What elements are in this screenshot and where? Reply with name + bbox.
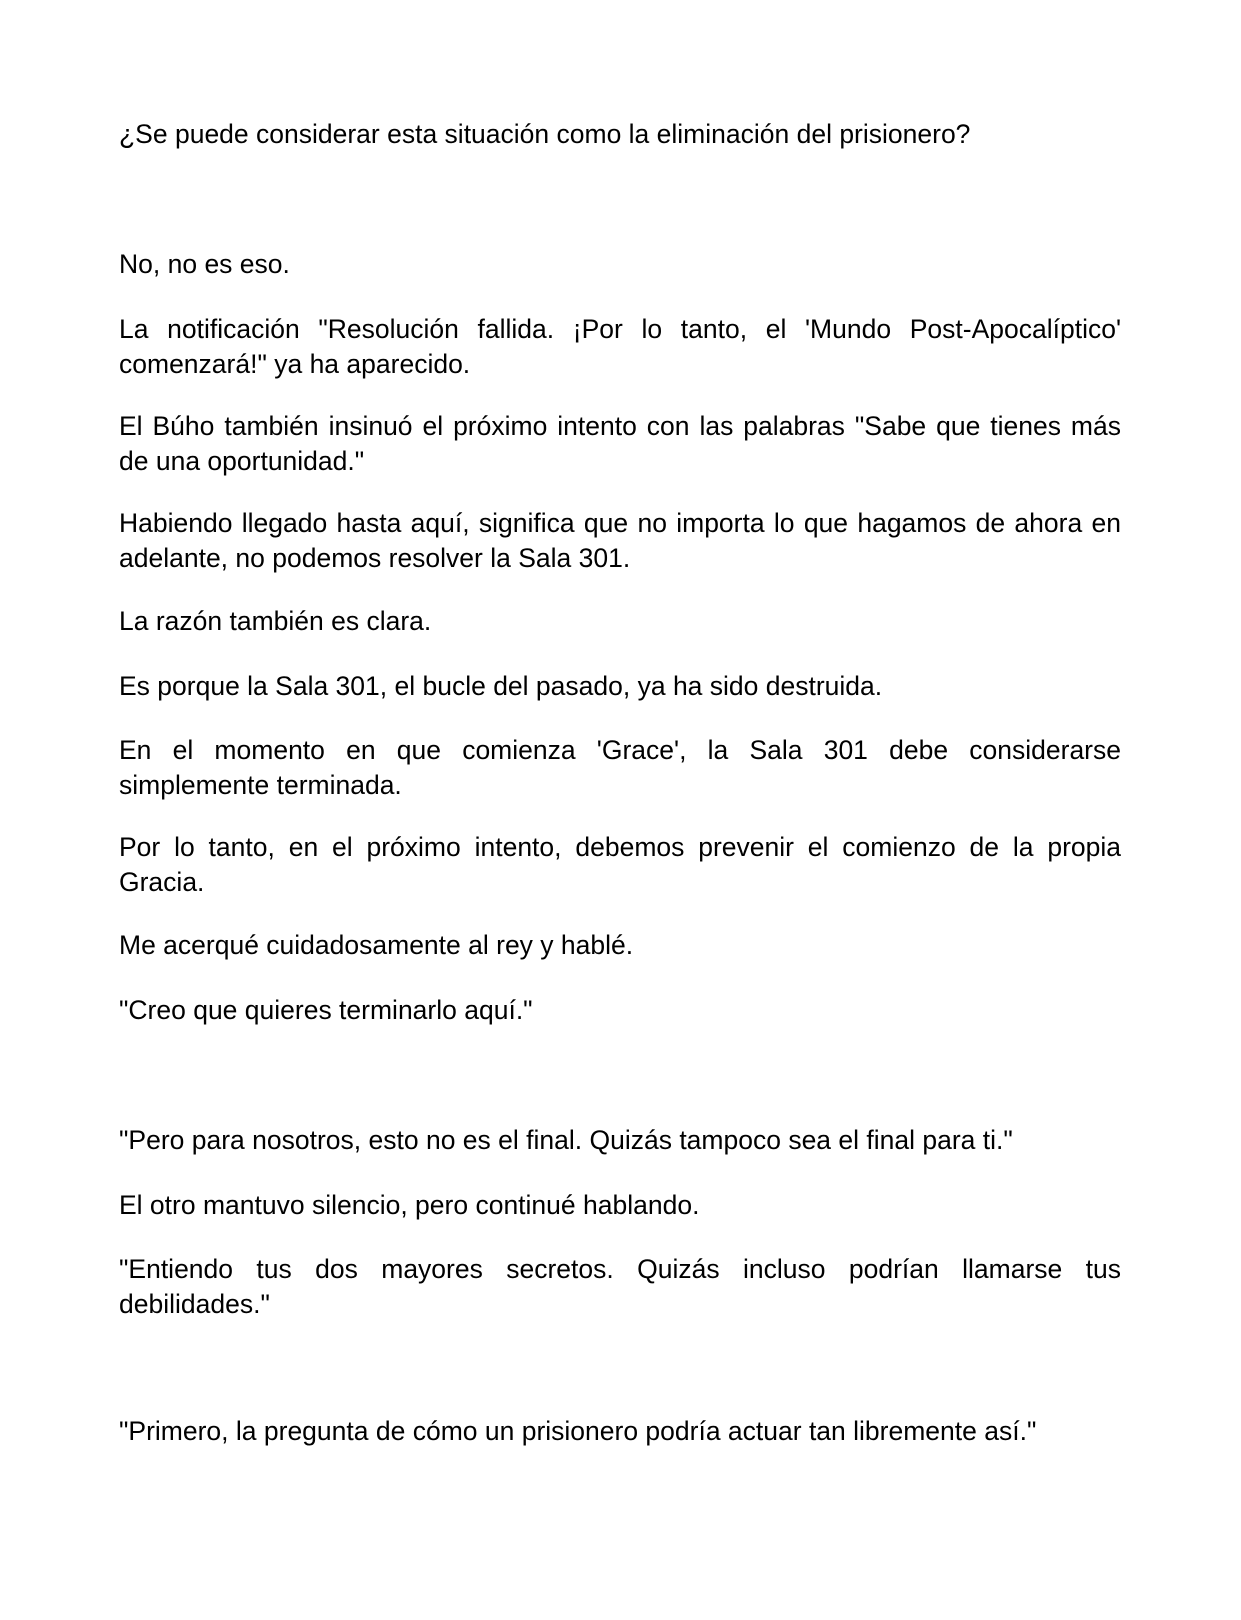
paragraph-3: La notificación "Resolución fallida. ¡Por lo tanto, el 'Mundo Post-Apocalíptico' comenzará!" ya ha aparecido. xyxy=(119,314,1121,379)
paragraph-12: "Pero para nosotros, esto no es el final. Quizás tampoco sea el final para ti." xyxy=(119,1125,1013,1155)
paragraph-1: ¿Se puede considerar esta situación como la eliminación del prisionero? xyxy=(119,119,971,149)
paragraph-10: Me acerqué cuidadosamente al rey y hablé. xyxy=(119,930,634,960)
paragraph-11: "Creo que quieres terminarlo aquí." xyxy=(119,995,533,1025)
paragraph-5: Habiendo llegado hasta aquí, significa que no importa lo que hagamos de ahora en adelante, no podemos resolver la Sala 301. xyxy=(119,508,1121,573)
paragraph-4: El Búho también insinuó el próximo intento con las palabras "Sabe que tienes más de una oportunidad." xyxy=(119,411,1121,476)
paragraph-8: En el momento en que comienza 'Grace', la Sala 301 debe considerarse simplemente terminada. xyxy=(119,735,1121,800)
paragraph-9: Por lo tanto, en el próximo intento, debemos prevenir el comienzo de la propia Gracia. xyxy=(119,832,1121,897)
paragraph-15: "Primero, la pregunta de cómo un prisionero podría actuar tan libremente así." xyxy=(119,1416,1037,1446)
paragraph-2: No, no es eso. xyxy=(119,249,290,279)
paragraph-13: El otro mantuvo silencio, pero continué hablando. xyxy=(119,1190,700,1220)
paragraph-7: Es porque la Sala 301, el bucle del pasado, ya ha sido destruida. xyxy=(119,671,883,701)
paragraph-6: La razón también es clara. xyxy=(119,606,432,636)
paragraph-14: "Entiendo tus dos mayores secretos. Quizás incluso podrían llamarse tus debilidades." xyxy=(119,1254,1121,1319)
